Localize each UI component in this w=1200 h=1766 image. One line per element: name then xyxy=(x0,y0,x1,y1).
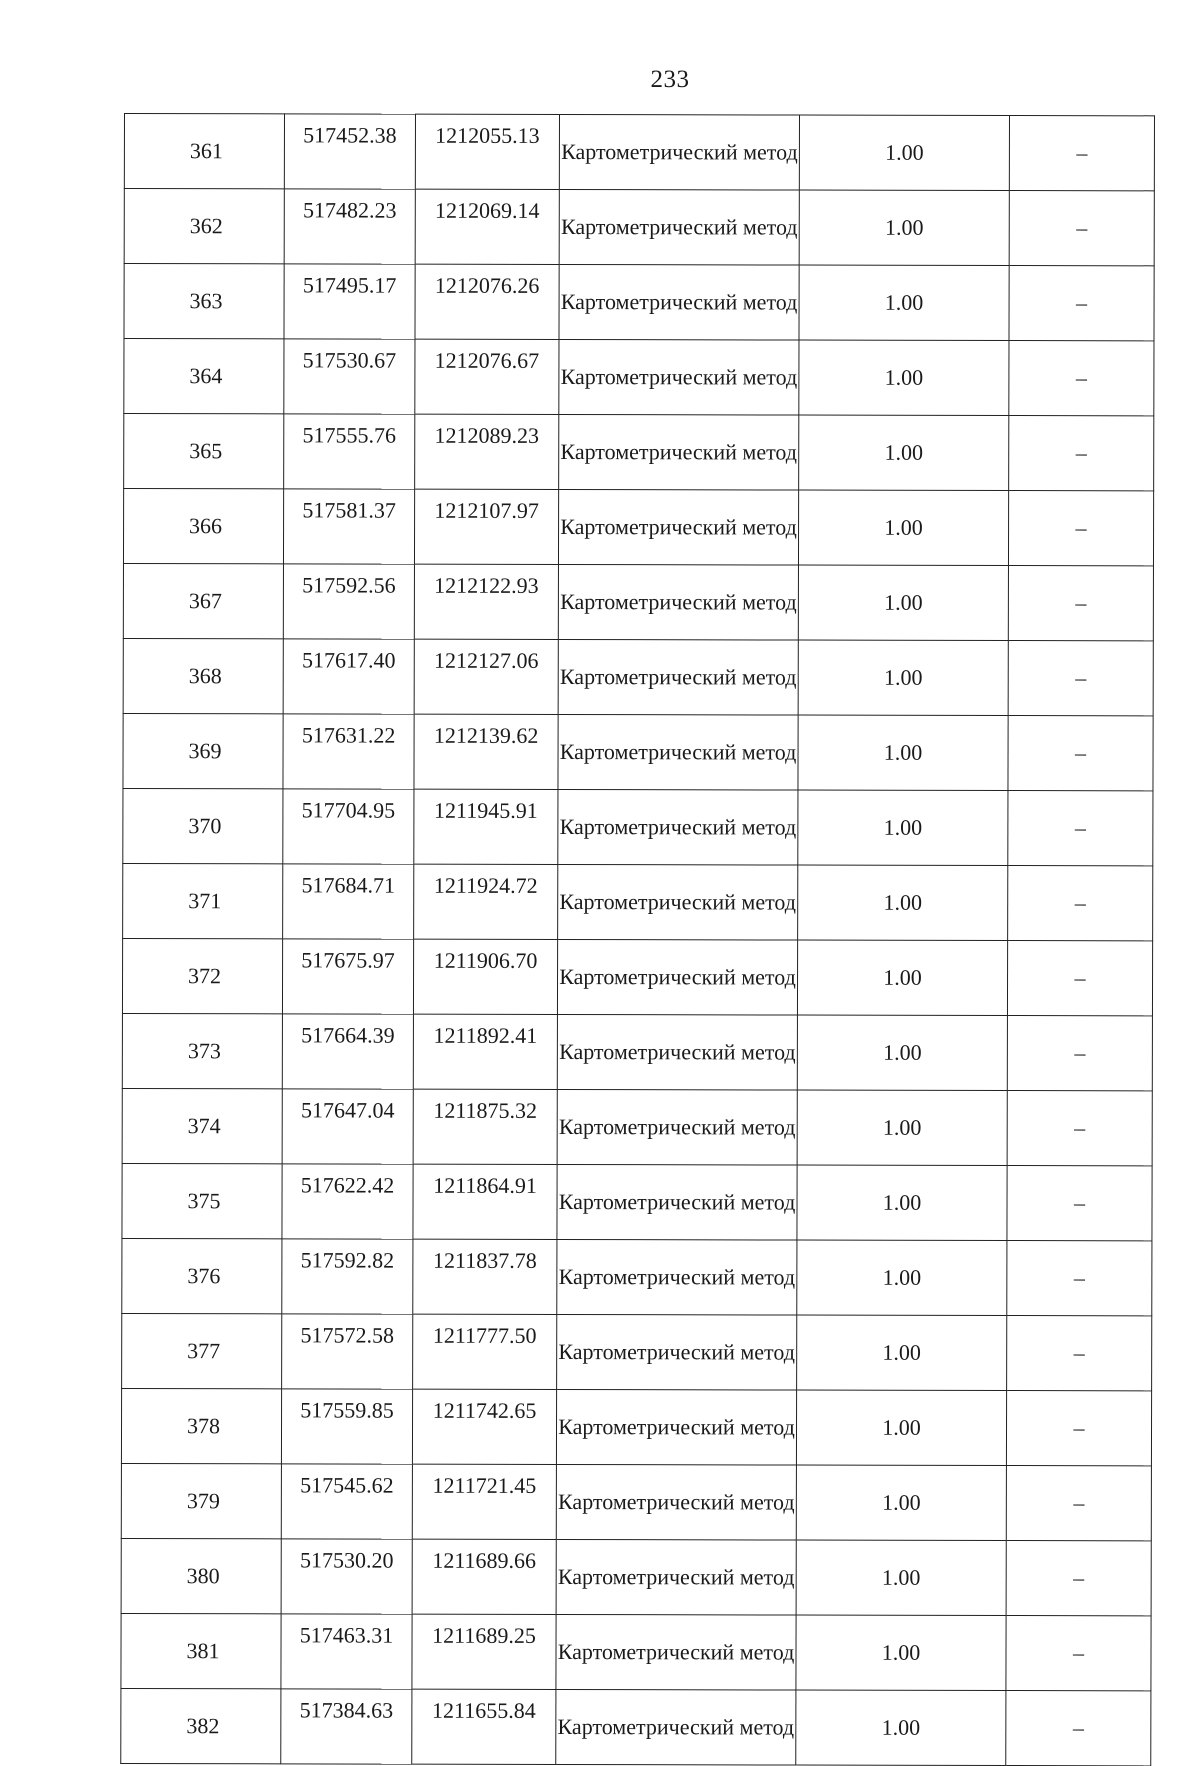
coordinate-y-cell: 1212107.97 xyxy=(414,489,558,564)
method-cell: Картометрический метод xyxy=(558,564,798,640)
point-number-cell: 376 xyxy=(122,1238,282,1313)
table-row xyxy=(122,938,1152,1015)
coordinate-x-cell: 517617.40 xyxy=(283,639,414,714)
coordinate-y-cell: 1212122.93 xyxy=(414,564,558,639)
table-row xyxy=(122,1238,1152,1315)
table-row xyxy=(124,414,1154,491)
coordinate-y-cell: 1211689.66 xyxy=(412,1539,556,1614)
method-cell: Картометрический метод xyxy=(558,489,798,565)
method-cell: Картометрический метод xyxy=(558,789,798,865)
coordinate-x-cell: 517545.62 xyxy=(281,1464,412,1539)
coordinate-y-cell: 1211742.65 xyxy=(412,1389,556,1464)
table-row xyxy=(123,564,1153,641)
point-number-cell: 367 xyxy=(123,564,283,639)
method-cell: Картометрический метод xyxy=(557,1239,797,1315)
coordinate-x-cell: 517452.38 xyxy=(284,114,415,189)
method-cell: Картометрический метод xyxy=(556,1614,796,1690)
description-cell: – xyxy=(1008,491,1153,566)
description-cell: – xyxy=(1009,266,1154,341)
table-row xyxy=(124,114,1154,191)
method-cell: Картометрический метод xyxy=(557,939,797,1015)
coordinate-y-cell: 1212127.06 xyxy=(414,639,558,714)
method-cell: Картометрический метод xyxy=(559,264,799,340)
description-cell: – xyxy=(1007,1016,1152,1091)
table-row xyxy=(122,1088,1152,1165)
accuracy-cell: 1.00 xyxy=(797,1240,1007,1315)
description-cell: – xyxy=(1007,941,1152,1016)
table-row xyxy=(123,489,1153,566)
method-cell: Картометрический метод xyxy=(558,639,798,715)
coordinate-x-cell: 517675.97 xyxy=(282,939,413,1014)
coordinate-y-cell: 1211924.72 xyxy=(414,864,558,939)
coordinates-table xyxy=(120,113,1155,1766)
coordinate-x-cell: 517463.31 xyxy=(281,1614,412,1689)
description-cell: – xyxy=(1009,416,1154,491)
point-number-cell: 372 xyxy=(122,938,282,1013)
method-cell: Картометрический метод xyxy=(559,339,799,415)
table-row xyxy=(121,1613,1151,1690)
coordinate-y-cell: 1211906.70 xyxy=(413,939,557,1014)
coordinate-x-cell: 517384.63 xyxy=(281,1689,412,1764)
description-cell: – xyxy=(1006,1391,1151,1466)
coordinate-x-cell: 517572.58 xyxy=(282,1314,413,1389)
description-cell: – xyxy=(1007,1091,1152,1166)
accuracy-cell: 1.00 xyxy=(797,1165,1007,1240)
table-row xyxy=(121,1688,1151,1765)
accuracy-cell: 1.00 xyxy=(797,1315,1007,1390)
accuracy-cell: 1.00 xyxy=(799,265,1009,340)
coordinate-y-cell: 1212139.62 xyxy=(414,714,558,789)
table-row xyxy=(121,1388,1151,1465)
accuracy-cell: 1.00 xyxy=(799,190,1009,265)
method-cell: Картометрический метод xyxy=(557,1314,797,1390)
point-number-cell: 375 xyxy=(122,1163,282,1238)
description-cell: – xyxy=(1006,1466,1151,1541)
point-number-cell: 361 xyxy=(124,114,284,189)
accuracy-cell: 1.00 xyxy=(798,490,1008,565)
accuracy-cell: 1.00 xyxy=(798,790,1008,865)
coordinate-x-cell: 517704.95 xyxy=(283,789,414,864)
accuracy-cell: 1.00 xyxy=(796,1615,1006,1690)
accuracy-cell: 1.00 xyxy=(796,1690,1006,1765)
point-number-cell: 374 xyxy=(122,1088,282,1163)
coordinate-x-cell: 517622.42 xyxy=(282,1164,413,1239)
accuracy-cell: 1.00 xyxy=(796,1540,1006,1615)
coordinate-y-cell: 1212076.26 xyxy=(415,264,559,339)
method-cell: Картометрический метод xyxy=(557,1164,797,1240)
description-cell: – xyxy=(1009,341,1154,416)
point-number-cell: 368 xyxy=(123,638,283,713)
coordinate-y-cell: 1212055.13 xyxy=(415,114,559,189)
table-row xyxy=(123,788,1153,865)
table-row xyxy=(124,189,1154,266)
coordinate-y-cell: 1211721.45 xyxy=(412,1464,556,1539)
description-cell: – xyxy=(1006,1541,1151,1616)
method-cell: Картометрический метод xyxy=(557,1089,797,1165)
coordinate-y-cell: 1211777.50 xyxy=(413,1314,557,1389)
coordinate-x-cell: 517684.71 xyxy=(283,864,414,939)
accuracy-cell: 1.00 xyxy=(799,340,1009,415)
coordinate-x-cell: 517581.37 xyxy=(283,489,414,564)
coordinate-x-cell: 517592.82 xyxy=(282,1239,413,1314)
accuracy-cell: 1.00 xyxy=(797,1090,1007,1165)
coordinate-y-cell: 1211864.91 xyxy=(413,1164,557,1239)
point-number-cell: 371 xyxy=(123,863,283,938)
table-row xyxy=(122,1163,1152,1240)
point-number-cell: 379 xyxy=(121,1463,281,1538)
point-number-cell: 370 xyxy=(123,788,283,863)
method-cell: Картометрический метод xyxy=(556,1539,796,1615)
description-cell: – xyxy=(1006,1616,1151,1691)
description-cell: – xyxy=(1007,1316,1152,1391)
method-cell: Картометрический метод xyxy=(556,1389,796,1465)
point-number-cell: 378 xyxy=(121,1388,281,1463)
coordinate-x-cell: 517530.67 xyxy=(284,339,415,414)
method-cell: Картометрический метод xyxy=(558,864,798,940)
accuracy-cell: 1.00 xyxy=(796,1390,1006,1465)
accuracy-cell: 1.00 xyxy=(797,1015,1007,1090)
table-row xyxy=(121,1538,1151,1615)
point-number-cell: 363 xyxy=(124,264,284,339)
accuracy-cell: 1.00 xyxy=(798,640,1008,715)
method-cell: Картометрический метод xyxy=(557,1014,797,1090)
description-cell: – xyxy=(1008,716,1153,791)
accuracy-cell: 1.00 xyxy=(797,940,1007,1015)
coordinate-y-cell: 1211655.84 xyxy=(412,1689,556,1764)
method-cell: Картометрический метод xyxy=(559,114,799,190)
table-row xyxy=(124,264,1154,341)
accuracy-cell: 1.00 xyxy=(798,715,1008,790)
table-body xyxy=(121,114,1155,1766)
table-row xyxy=(122,1013,1152,1090)
method-cell: Картометрический метод xyxy=(559,189,799,265)
coordinate-y-cell: 1211689.25 xyxy=(412,1614,556,1689)
coordinate-y-cell: 1212069.14 xyxy=(415,189,559,264)
point-number-cell: 366 xyxy=(123,489,283,564)
coordinate-x-cell: 517530.20 xyxy=(281,1539,412,1614)
coordinate-x-cell: 517482.23 xyxy=(284,189,415,264)
coordinate-y-cell: 1211875.32 xyxy=(413,1089,557,1164)
description-cell: – xyxy=(1008,641,1153,716)
table-row xyxy=(124,339,1154,416)
accuracy-cell: 1.00 xyxy=(798,565,1008,640)
coordinate-y-cell: 1212089.23 xyxy=(415,414,559,489)
coordinate-y-cell: 1212076.67 xyxy=(415,339,559,414)
coordinate-y-cell: 1211945.91 xyxy=(414,789,558,864)
coordinate-y-cell: 1211837.78 xyxy=(413,1239,557,1314)
point-number-cell: 377 xyxy=(122,1313,282,1388)
description-cell: – xyxy=(1008,791,1153,866)
coordinate-x-cell: 517664.39 xyxy=(282,1014,413,1089)
description-cell: – xyxy=(1009,191,1154,266)
coordinate-x-cell: 517631.22 xyxy=(283,714,414,789)
table-row xyxy=(122,1313,1152,1390)
coordinate-x-cell: 517495.17 xyxy=(284,264,415,339)
point-number-cell: 381 xyxy=(121,1613,281,1688)
table-row xyxy=(121,1463,1151,1540)
method-cell: Картометрический метод xyxy=(556,1689,796,1765)
description-cell: – xyxy=(1009,116,1154,191)
coordinate-y-cell: 1211892.41 xyxy=(413,1014,557,1089)
coordinate-x-cell: 517592.56 xyxy=(283,564,414,639)
page-number: 233 xyxy=(650,66,690,93)
description-cell: – xyxy=(1008,566,1153,641)
point-number-cell: 362 xyxy=(124,189,284,264)
coordinate-x-cell: 517647.04 xyxy=(282,1089,413,1164)
point-number-cell: 365 xyxy=(124,414,284,489)
method-cell: Картометрический метод xyxy=(558,714,798,790)
point-number-cell: 373 xyxy=(122,1013,282,1088)
description-cell: – xyxy=(1006,1691,1151,1766)
point-number-cell: 364 xyxy=(124,339,284,414)
table-row xyxy=(123,638,1153,715)
accuracy-cell: 1.00 xyxy=(798,865,1008,940)
table-row xyxy=(123,713,1153,790)
coordinate-x-cell: 517555.76 xyxy=(284,414,415,489)
coordinate-x-cell: 517559.85 xyxy=(281,1389,412,1464)
table-row xyxy=(123,863,1153,940)
description-cell: – xyxy=(1007,1166,1152,1241)
point-number-cell: 382 xyxy=(121,1688,281,1763)
method-cell: Картометрический метод xyxy=(559,414,799,490)
description-cell: – xyxy=(1007,1241,1152,1316)
point-number-cell: 380 xyxy=(121,1538,281,1613)
accuracy-cell: 1.00 xyxy=(799,115,1009,190)
accuracy-cell: 1.00 xyxy=(799,415,1009,490)
method-cell: Картометрический метод xyxy=(556,1464,796,1540)
point-number-cell: 369 xyxy=(123,713,283,788)
description-cell: – xyxy=(1008,866,1153,941)
accuracy-cell: 1.00 xyxy=(796,1465,1006,1540)
